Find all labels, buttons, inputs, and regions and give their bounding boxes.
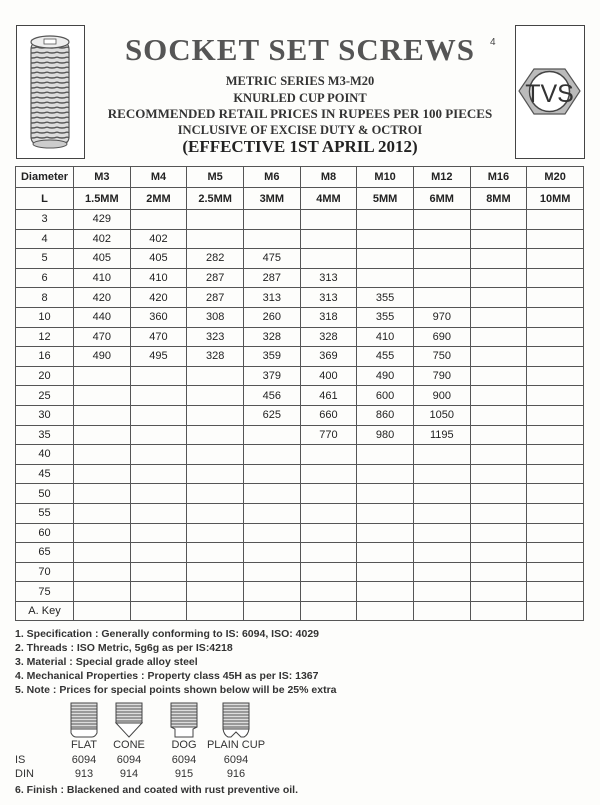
price-cell [413, 229, 470, 249]
price-cell [470, 543, 527, 563]
price-cell [527, 582, 584, 602]
tvs-logo-icon [516, 26, 583, 157]
price-cell: 410 [74, 268, 131, 288]
price-cell: 323 [187, 327, 244, 347]
price-cell [527, 484, 584, 504]
price-cell [413, 268, 470, 288]
price-cell: 600 [357, 386, 414, 406]
price-cell: 440 [74, 307, 131, 327]
din-row-label: DIN [15, 768, 34, 780]
key-header: L [16, 188, 74, 210]
price-cell [187, 366, 244, 386]
length-cell: 35 [16, 425, 74, 445]
price-cell [527, 523, 584, 543]
notes-list [15, 627, 337, 697]
price-cell [243, 503, 300, 523]
table-row [16, 307, 584, 327]
key-size-row [16, 188, 584, 210]
price-cell [357, 249, 414, 269]
price-cell [527, 445, 584, 465]
price-cell [300, 562, 357, 582]
price-cell [130, 210, 187, 230]
price-cell [527, 288, 584, 308]
price-cell [130, 425, 187, 445]
length-cell: 16 [16, 347, 74, 367]
price-cell: 405 [74, 249, 131, 269]
price-cell [470, 523, 527, 543]
length-cell: 75 [16, 582, 74, 602]
price-cell [300, 503, 357, 523]
price-cell [357, 543, 414, 563]
table-row [16, 445, 584, 465]
is-value-flat: 6094 [71, 754, 97, 766]
price-table [15, 166, 584, 621]
price-cell [243, 582, 300, 602]
price-cell [243, 464, 300, 484]
table-row [16, 249, 584, 269]
subtitle-point-type: KNURLED CUP POINT [233, 91, 367, 105]
price-cell [243, 562, 300, 582]
price-cell [300, 445, 357, 465]
length-cell: 8 [16, 288, 74, 308]
price-cell [187, 582, 244, 602]
price-cell [470, 405, 527, 425]
price-cell [187, 562, 244, 582]
point-name-cone: CONE [113, 739, 145, 751]
din-value-dog: 915 [174, 768, 194, 780]
price-cell: 410 [357, 327, 414, 347]
price-cell [130, 582, 187, 602]
table-row [16, 366, 584, 386]
price-cell: 355 [357, 307, 414, 327]
price-cell [470, 210, 527, 230]
table-row [16, 386, 584, 406]
price-cell: 420 [130, 288, 187, 308]
price-cell [413, 582, 470, 602]
note-mechanical: 4. Mechanical Properties : Property class 45H as per IS: 1367 [15, 670, 319, 682]
table-row [16, 268, 584, 288]
col-header: M12 [413, 167, 470, 188]
subtitle-series: METRIC SERIES M3-M20 [225, 74, 375, 88]
price-cell [243, 445, 300, 465]
price-cell [243, 543, 300, 563]
price-cell: 287 [187, 268, 244, 288]
price-cell [187, 210, 244, 230]
price-cell [527, 464, 584, 484]
price-cell: 900 [413, 386, 470, 406]
price-cell [413, 562, 470, 582]
price-cell: 369 [300, 347, 357, 367]
key-size: 8MM [470, 188, 527, 210]
point-name-plain-cup: PLAIN CUP [206, 739, 266, 751]
price-cell: 750 [413, 347, 470, 367]
price-cell [130, 503, 187, 523]
price-cell: 308 [187, 307, 244, 327]
length-cell: 50 [16, 484, 74, 504]
screw-illustration-frame [16, 25, 85, 159]
price-cell [300, 229, 357, 249]
price-cell [187, 503, 244, 523]
price-cell [187, 405, 244, 425]
col-header: M8 [300, 167, 357, 188]
price-cell [527, 562, 584, 582]
din-value-cone: 914 [119, 768, 139, 780]
price-cell: 287 [243, 268, 300, 288]
price-cell [130, 484, 187, 504]
price-cell [527, 601, 584, 621]
key-size: 2.5MM [187, 188, 244, 210]
socket-screw-icon [17, 26, 83, 157]
price-cell: 402 [130, 229, 187, 249]
table-row [16, 464, 584, 484]
price-cell [300, 249, 357, 269]
length-cell: 55 [16, 503, 74, 523]
table-row [16, 503, 584, 523]
price-cell [470, 366, 527, 386]
price-cell: 470 [74, 327, 131, 347]
subtitle-pricing: RECOMMENDED RETAIL PRICES IN RUPEES PER 100 PIECES [107, 106, 493, 121]
price-cell [527, 386, 584, 406]
price-cell [413, 210, 470, 230]
price-cell: 1050 [413, 405, 470, 425]
price-cell [413, 601, 470, 621]
price-cell [527, 249, 584, 269]
price-cell: 313 [300, 288, 357, 308]
is-row-label: IS [15, 754, 26, 766]
price-cell [470, 425, 527, 445]
price-cell [187, 229, 244, 249]
length-cell: 30 [16, 405, 74, 425]
key-size: 6MM [413, 188, 470, 210]
length-cell: 25 [16, 386, 74, 406]
length-cell: 3 [16, 210, 74, 230]
table-row [16, 405, 584, 425]
col-header: M4 [130, 167, 187, 188]
price-cell: 470 [130, 327, 187, 347]
price-cell [300, 523, 357, 543]
length-cell: 4 [16, 229, 74, 249]
price-cell: 328 [300, 327, 357, 347]
price-cell: 420 [74, 288, 131, 308]
table-row [16, 288, 584, 308]
price-cell [74, 445, 131, 465]
table-row [16, 543, 584, 563]
din-value-flat: 913 [74, 768, 94, 780]
price-cell: 282 [187, 249, 244, 269]
price-cell [470, 327, 527, 347]
table-row [16, 484, 584, 504]
price-cell: 1195 [413, 425, 470, 445]
price-cell [470, 288, 527, 308]
price-cell [527, 405, 584, 425]
length-cell: 12 [16, 327, 74, 347]
price-cell: 490 [357, 366, 414, 386]
price-cell [527, 503, 584, 523]
point-name-dog: DOG [171, 739, 197, 751]
col-header: M20 [527, 167, 584, 188]
header-row [16, 167, 584, 188]
price-cell [130, 405, 187, 425]
price-cell: 359 [243, 347, 300, 367]
price-cell [74, 386, 131, 406]
price-cell [300, 464, 357, 484]
price-cell [187, 464, 244, 484]
price-cell [357, 562, 414, 582]
key-size: 2MM [130, 188, 187, 210]
price-cell [527, 307, 584, 327]
price-cell [413, 288, 470, 308]
price-cell [243, 523, 300, 543]
price-cell [470, 307, 527, 327]
price-cell [527, 327, 584, 347]
price-cell: 790 [413, 366, 470, 386]
price-cell [74, 366, 131, 386]
col-header: M10 [357, 167, 414, 188]
price-cell [357, 229, 414, 249]
price-cell [413, 523, 470, 543]
length-cell: A. Key [16, 601, 74, 621]
price-cell [74, 523, 131, 543]
price-cell [357, 464, 414, 484]
price-cell [413, 503, 470, 523]
key-size: 3MM [243, 188, 300, 210]
price-cell [357, 503, 414, 523]
logo-frame [515, 25, 585, 159]
price-cell [413, 543, 470, 563]
key-size: 4MM [300, 188, 357, 210]
price-cell [243, 484, 300, 504]
col-header: Diameter [16, 167, 74, 188]
price-cell: 360 [130, 307, 187, 327]
note-material: 3. Material : Special grade alloy steel [15, 656, 198, 668]
price-cell [187, 425, 244, 445]
table-row [16, 523, 584, 543]
length-cell: 65 [16, 543, 74, 563]
price-cell [300, 601, 357, 621]
price-cell: 318 [300, 307, 357, 327]
price-cell: 475 [243, 249, 300, 269]
price-cell [130, 464, 187, 484]
col-header: M16 [470, 167, 527, 188]
price-cell [527, 347, 584, 367]
price-cell [527, 425, 584, 445]
price-cell: 860 [357, 405, 414, 425]
price-cell [130, 543, 187, 563]
price-cell [470, 582, 527, 602]
price-cell: 770 [300, 425, 357, 445]
price-cell [300, 543, 357, 563]
point-name-flat: FLAT [70, 739, 98, 751]
table-row [16, 425, 584, 445]
price-cell: 625 [243, 405, 300, 425]
length-cell: 70 [16, 562, 74, 582]
price-cell: 490 [74, 347, 131, 367]
price-cell [300, 582, 357, 602]
price-cell: 405 [130, 249, 187, 269]
price-cell: 461 [300, 386, 357, 406]
is-value-dog: 6094 [171, 754, 197, 766]
price-cell [243, 229, 300, 249]
price-cell [357, 268, 414, 288]
price-cell: 429 [74, 210, 131, 230]
length-cell: 20 [16, 366, 74, 386]
note-special-points: 5. Note : Prices for special points shown below will be 25% extra [15, 684, 337, 696]
note-finish: 6. Finish : Blackened and coated with rust preventive oil. [15, 784, 298, 796]
price-cell: 690 [413, 327, 470, 347]
price-cell: 400 [300, 366, 357, 386]
table-row [16, 210, 584, 230]
plain-cup-point-icon [222, 702, 250, 738]
length-cell: 40 [16, 445, 74, 465]
price-cell [470, 445, 527, 465]
note-specification: 1. Specification : Generally conforming to IS: 6094, ISO: 4029 [15, 628, 320, 640]
price-cell: 980 [357, 425, 414, 445]
price-cell [187, 523, 244, 543]
price-cell [187, 445, 244, 465]
price-cell [74, 484, 131, 504]
price-cell [357, 582, 414, 602]
price-cell [74, 582, 131, 602]
price-cell [527, 210, 584, 230]
price-cell [413, 464, 470, 484]
price-cell [413, 445, 470, 465]
svg-text:TVS: TVS [525, 80, 574, 108]
price-cell [74, 601, 131, 621]
price-cell [130, 523, 187, 543]
price-cell [74, 503, 131, 523]
price-cell [357, 484, 414, 504]
price-cell: 379 [243, 366, 300, 386]
price-cell [357, 445, 414, 465]
price-cell: 328 [243, 327, 300, 347]
price-cell: 410 [130, 268, 187, 288]
length-cell: 60 [16, 523, 74, 543]
col-header: M6 [243, 167, 300, 188]
price-cell [187, 484, 244, 504]
price-cell [470, 386, 527, 406]
price-cell [74, 405, 131, 425]
price-cell: 456 [243, 386, 300, 406]
price-cell [470, 347, 527, 367]
price-cell [470, 484, 527, 504]
subtitle-duty: INCLUSIVE OF EXCISE DUTY & OCTROI [177, 123, 423, 137]
price-cell [243, 425, 300, 445]
price-cell [470, 503, 527, 523]
price-cell: 328 [187, 347, 244, 367]
dog-point-icon [170, 702, 198, 738]
price-cell [357, 210, 414, 230]
price-cell: 495 [130, 347, 187, 367]
table-row [16, 562, 584, 582]
price-cell [74, 543, 131, 563]
price-cell [470, 249, 527, 269]
table-row [16, 347, 584, 367]
price-cell [130, 445, 187, 465]
subtitle-effective-date: (EFFECTIVE 1ST APRIL 2012) [182, 137, 418, 156]
price-cell: 260 [243, 307, 300, 327]
table-row [16, 601, 584, 621]
price-cell [527, 366, 584, 386]
price-cell [413, 249, 470, 269]
flat-point-icon [70, 702, 98, 738]
price-cell [470, 464, 527, 484]
price-cell [187, 601, 244, 621]
is-value-cone: 6094 [116, 754, 142, 766]
price-cell [74, 562, 131, 582]
price-cell [527, 229, 584, 249]
price-cell [300, 210, 357, 230]
din-value-plain-cup: 916 [226, 768, 246, 780]
price-cell: 287 [187, 288, 244, 308]
price-cell [130, 601, 187, 621]
is-value-plain-cup: 6094 [223, 754, 249, 766]
price-cell [470, 268, 527, 288]
price-cell [357, 523, 414, 543]
col-header: M5 [187, 167, 244, 188]
price-cell [187, 543, 244, 563]
price-cell [187, 386, 244, 406]
price-cell [470, 562, 527, 582]
price-cell [130, 366, 187, 386]
key-size: 10MM [527, 188, 584, 210]
price-cell: 660 [300, 405, 357, 425]
price-cell [357, 601, 414, 621]
price-cell: 313 [300, 268, 357, 288]
price-cell [413, 484, 470, 504]
col-header: M3 [74, 167, 131, 188]
table-row [16, 229, 584, 249]
length-cell: 5 [16, 249, 74, 269]
price-cell [130, 386, 187, 406]
price-cell [527, 268, 584, 288]
length-cell: 45 [16, 464, 74, 484]
table-row [16, 582, 584, 602]
length-cell: 6 [16, 268, 74, 288]
price-cell [470, 601, 527, 621]
price-cell [74, 425, 131, 445]
page-number: 4 [490, 37, 496, 48]
price-cell [300, 484, 357, 504]
price-cell: 970 [413, 307, 470, 327]
price-cell: 402 [74, 229, 131, 249]
price-cell: 355 [357, 288, 414, 308]
price-cell [74, 464, 131, 484]
price-cell [527, 543, 584, 563]
price-cell [130, 562, 187, 582]
price-cell [470, 229, 527, 249]
key-size: 5MM [357, 188, 414, 210]
price-cell [243, 210, 300, 230]
cone-point-icon [115, 702, 143, 738]
page-title: SOCKET SET SCREWS [124, 32, 476, 67]
price-cell: 455 [357, 347, 414, 367]
table-row [16, 327, 584, 347]
price-cell [243, 601, 300, 621]
note-threads: 2. Threads : ISO Metric, 5g6g as per IS:4218 [15, 642, 233, 654]
key-size: 1.5MM [74, 188, 131, 210]
length-cell: 10 [16, 307, 74, 327]
price-cell: 313 [243, 288, 300, 308]
